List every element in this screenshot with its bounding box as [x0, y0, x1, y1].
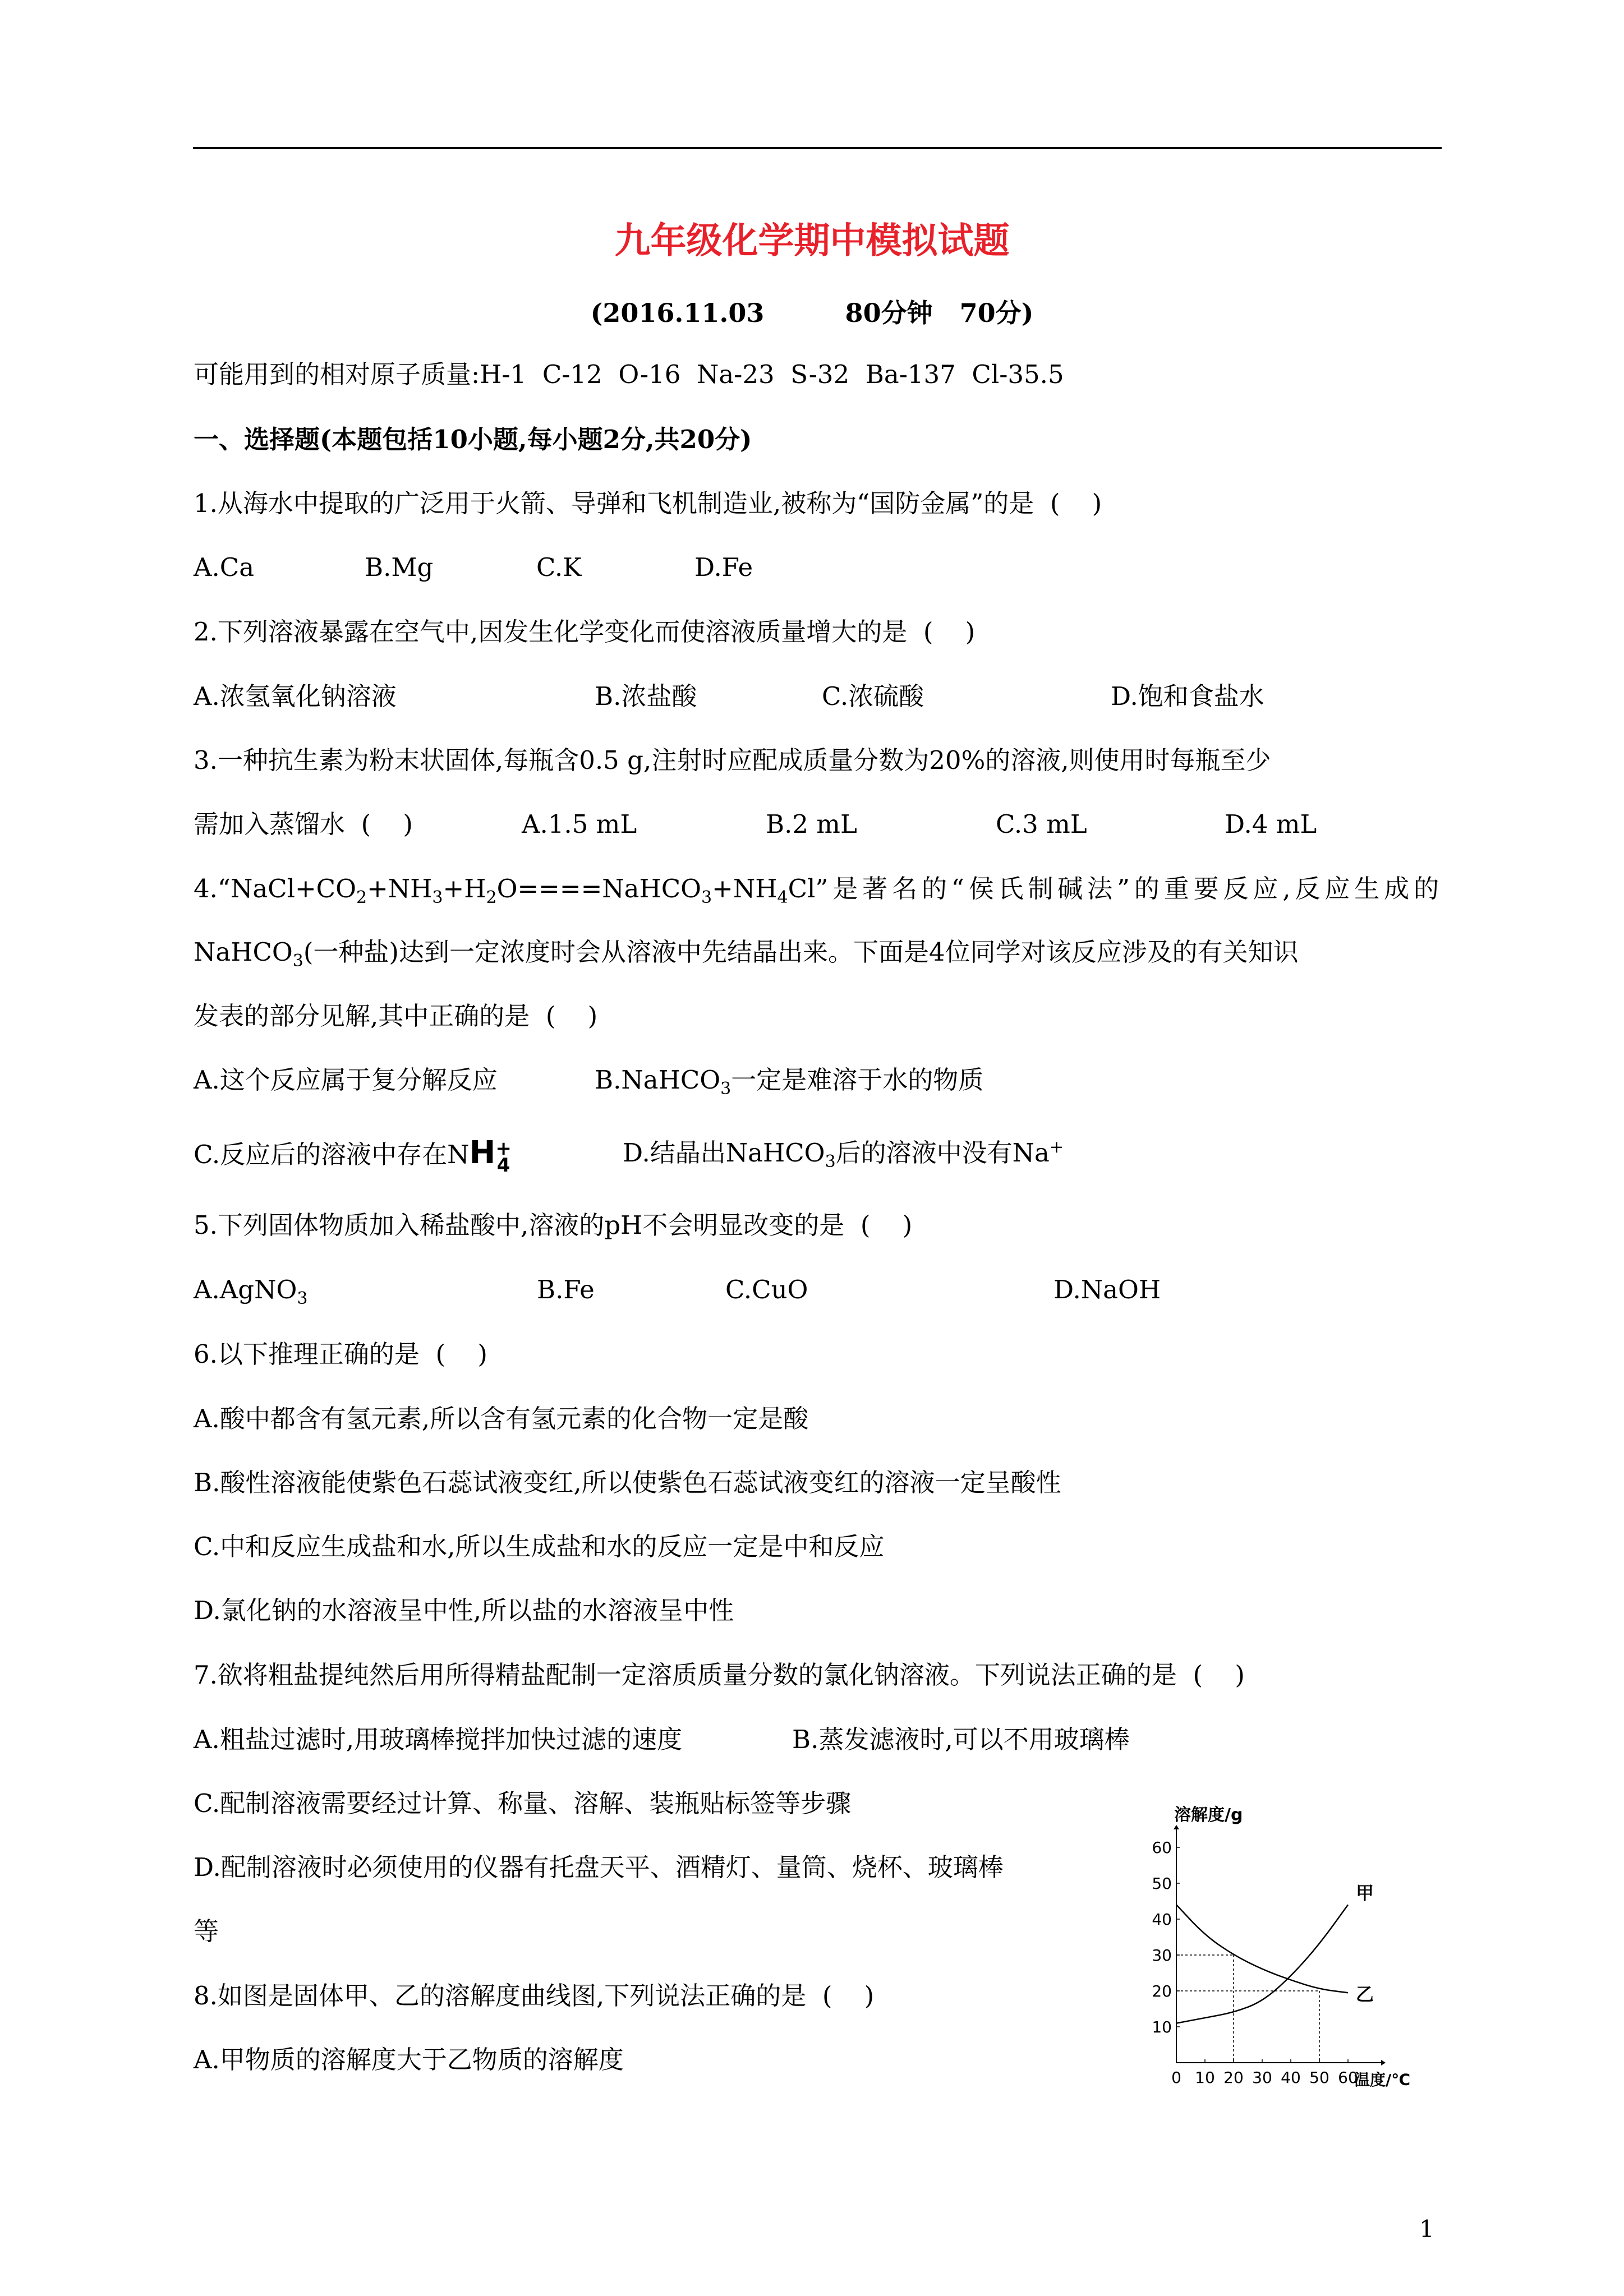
question-7: 7.欲将粗盐提纯然后用所得精盐配制一定溶质质量分数的氯化钠溶液。下列说法正确的是 ( ) [194, 1660, 1245, 1690]
q1-option-b: B.Mg [365, 552, 434, 582]
q5-option-b: B.Fe [537, 1275, 595, 1304]
q4-option-b: B.NaHCO$_3$一定是难溶于水的物质 [595, 1065, 984, 1099]
x-tick-label: 10 [1195, 2068, 1215, 2087]
q4-option-c: C.反应后的溶液中存在NH + 4 [194, 1135, 512, 1177]
curve-jia [1176, 1905, 1348, 2023]
y-axis-arrow [1174, 1825, 1179, 1829]
x-tick-label: 30 [1252, 2068, 1272, 2087]
q2-option-b: B.浓盐酸 [595, 681, 697, 711]
q1-option-d: D.Fe [694, 552, 753, 582]
question-6: 6.以下推理正确的是 ( ) [194, 1339, 487, 1369]
q5-option-d: D.NaOH [1053, 1275, 1161, 1304]
x-tick-label: 20 [1223, 2068, 1244, 2087]
x-axis-arrow [1381, 2060, 1386, 2066]
x-tick-label: 60 [1338, 2068, 1358, 2087]
question-8: 8.如图是固体甲、乙的溶解度曲线图,下列说法正确的是 ( ) [194, 1981, 875, 2011]
q2-option-d: D.饱和食盐水 [1111, 681, 1264, 711]
page-title: 九年级化学期中模拟试题 [614, 220, 1010, 262]
q1-option-a: A.Ca [194, 552, 255, 582]
q7-option-a: A.粗盐过滤时,用玻璃棒搅拌加快过滤的速度 [194, 1725, 683, 1754]
q3-option-a: A.1.5 mL [522, 809, 637, 839]
q3-option-c: C.3 mL [996, 809, 1087, 839]
y-tick-label: 10 [1152, 2018, 1172, 2036]
y-tick-label: 40 [1152, 1910, 1172, 1929]
x-tick-label: 50 [1309, 2068, 1329, 2087]
question-4-cont-2: 发表的部分见解,其中正确的是 ( ) [194, 1001, 598, 1031]
q4-option-d: D.结晶出NaHCO$_3$后的溶液中没有Na+ [623, 1137, 1064, 1172]
q7-option-d: D.配制溶液时必须使用的仪器有托盘天平、酒精灯、量筒、烧杯、玻璃棒 [194, 1852, 1004, 1882]
question-4: $4.“NaCl+CO_2+NH_3+H_2O====NaHCO_3+NH_4Cl$”是著名的“侯氏制碱法”的重要反应,反应生成的 [194, 874, 1439, 907]
y-tick-label: 60 [1152, 1838, 1172, 1857]
y-axis-label: 溶解度/g [1174, 1805, 1243, 1825]
q7-option-b: B.蒸发滤液时,可以不用玻璃棒 [792, 1725, 1130, 1754]
question-3: 3.一种抗生素为粉末状固体,每瓶含0.5 g,注射时应配成质量分数为20%的溶液,则使用时每瓶至少 [194, 745, 1271, 775]
q6-option-d: D.氯化钠的水溶液呈中性,所以盐的水溶液呈中性 [194, 1596, 734, 1625]
q2-option-c: C.浓硫酸 [822, 681, 924, 711]
y-tick-label: 20 [1152, 1982, 1172, 2000]
q5-option-a: A.AgNO$_3$ [194, 1275, 308, 1308]
q2-option-a: A.浓氢氧化钠溶液 [194, 681, 397, 711]
section-heading: 一、选择题(本题包括10小题,每小题2分,共20分) [194, 425, 752, 454]
x-tick-label: 40 [1281, 2068, 1301, 2087]
x-tick-label: 0 [1171, 2068, 1181, 2087]
q8-option-a: A.甲物质的溶解度大于乙物质的溶解度 [194, 2045, 624, 2074]
q1-option-c: C.K [536, 552, 582, 582]
series-label: 乙 [1356, 1984, 1374, 2005]
question-4-cont: NaHCO$_3$(一种盐)达到一定浓度时会从溶液中先结晶出来。下面是4位同学对该反应涉及的有关知识 [194, 937, 1299, 971]
page-number: 1 [1419, 2215, 1434, 2243]
q7-option-c: C.配制溶液需要经过计算、称量、溶解、装瓶贴标签等步骤 [194, 1788, 852, 1818]
y-tick-label: 50 [1152, 1874, 1172, 1893]
question-5: 5.下列固体物质加入稀盐酸中,溶液的pH不会明显改变的是 ( ) [194, 1210, 913, 1240]
atomic-masses: 可能用到的相对原子质量:H-1 C-12 O-16 Na-23 S-32 Ba-137 Cl-35.5 [194, 359, 1064, 389]
exam-info: (2016.11.03 80分钟 70分) [590, 298, 1034, 328]
q3-option-d: D.4 mL [1225, 809, 1317, 839]
q3-option-b: B.2 mL [766, 809, 857, 839]
q5-option-c: C.CuO [725, 1275, 808, 1304]
question-1: 1.从海水中提取的广泛用于火箭、导弹和飞机制造业,被称为“国防金属”的是 ( ) [194, 488, 1102, 518]
q4-option-a: A.这个反应属于复分解反应 [194, 1065, 498, 1095]
question-2: 2.下列溶液暴露在空气中,因发生化学变化而使溶液质量增大的是 ( ) [194, 617, 976, 647]
q6-option-c: C.中和反应生成盐和水,所以生成盐和水的反应一定是中和反应 [194, 1532, 885, 1561]
curve-yi [1176, 1905, 1348, 1993]
q6-option-a: A.酸中都含有氢元素,所以含有氢元素的化合物一定是酸 [194, 1404, 809, 1433]
solubility-chart [1125, 1805, 1439, 2096]
question-3-cont: 需加入蒸馏水 ( ) [194, 809, 413, 839]
series-label: 甲 [1356, 1882, 1374, 1904]
x-axis-label: 温度/℃ [1354, 2071, 1411, 2089]
header-rule [193, 147, 1442, 149]
q7-option-d-cont: 等 [194, 1916, 219, 1946]
q6-option-b: B.酸性溶液能使紫色石蕊试液变红,所以使紫色石蕊试液变红的溶液一定呈酸性 [194, 1468, 1061, 1497]
y-tick-label: 30 [1152, 1946, 1172, 1965]
